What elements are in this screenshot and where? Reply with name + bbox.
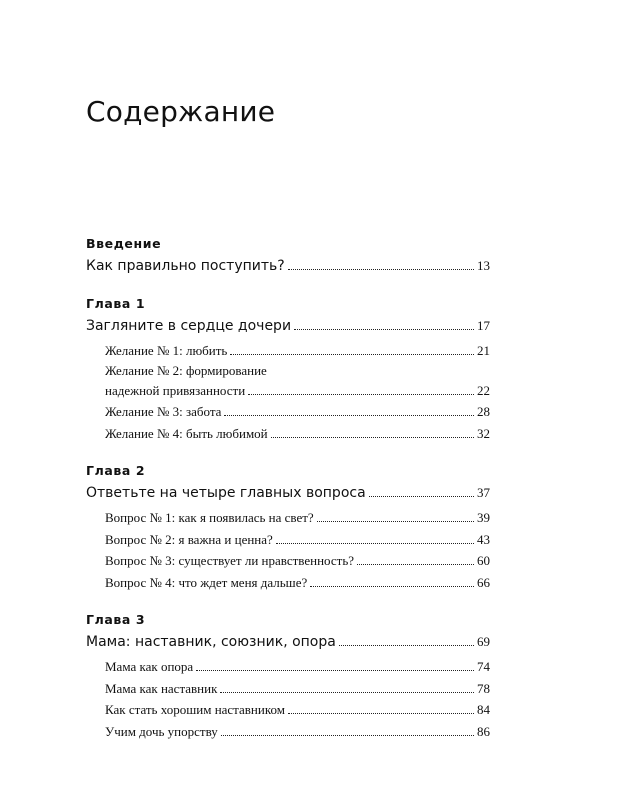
page-number: 69 [477,634,490,649]
toc-subentry[interactable] [86,721,490,743]
subentry-title: Вопрос № 4: что ждет меня дальше? [105,574,308,590]
toc-subentry[interactable] [86,656,490,678]
chapter-label: Глава 2 [86,463,146,478]
page-number: 17 [477,318,490,333]
toc-subentry[interactable] [86,423,490,445]
page-number: 39 [477,510,490,525]
page-number: 66 [477,574,490,590]
page-number: 84 [477,702,490,717]
chapter-label: Глава 1 [86,296,146,311]
chapter-title-entry[interactable] [86,314,490,338]
page-number: 43 [477,531,490,547]
page-number: 22 [477,382,490,398]
dot-leader [310,586,474,587]
dot-leader [294,329,474,330]
toc-subentry[interactable] [86,529,490,551]
chapter-title: Загляните в сердце дочери [86,318,292,334]
chapter-1 [86,294,490,444]
page-number: 32 [477,425,490,441]
toc-subentry[interactable] [86,550,490,572]
subentry-title: Учим дочь упорству [105,723,218,739]
dot-leader [224,415,474,416]
page-number: 74 [477,659,490,674]
chapter-2 [86,461,490,593]
section-label: Введение [86,236,162,251]
entry-title: Как правильно поступить? [86,258,285,274]
subentry-title: Мама как опора [105,659,194,674]
chapter-title-entry[interactable] [86,630,490,654]
page-number: 86 [477,723,490,739]
section-intro [86,234,490,278]
subentry-title: Желание № 1: любить [105,343,228,358]
page-title: Содержание [86,95,276,128]
chapter-title: Мама: наставник, союзник, опора [86,634,336,650]
dot-leader [196,670,474,671]
page-number: 13 [477,258,490,273]
toc-subentry[interactable] [86,507,490,529]
page-number: 60 [477,553,490,568]
page-number: 78 [477,680,490,696]
toc-subentry-multiline[interactable] [86,362,490,402]
dot-leader [369,496,474,497]
dot-leader [317,521,474,522]
toc-subentry[interactable] [86,678,490,700]
subentry-title: Вопрос № 2: я важна и ценна? [105,531,273,547]
toc-subentry[interactable] [86,572,490,594]
subentry-title: Вопрос № 1: как я появилась на свет? [105,510,314,525]
dot-leader [221,735,474,736]
subentry-title-line2: надежной привязанности [105,382,246,398]
page-number: 21 [477,343,490,358]
dot-leader [271,437,474,438]
dot-leader [276,543,474,544]
subentry-title: Вопрос № 3: существует ли нравственность? [105,553,355,568]
dot-leader [230,354,474,355]
dot-leader [288,713,474,714]
table-of-contents [86,234,490,742]
toc-subentry[interactable] [86,401,490,423]
subentry-title: Желание № 3: забота [105,404,222,419]
subentry-title: Желание № 4: быть любимой [105,425,268,441]
chapter-3 [86,610,490,742]
page-number: 28 [477,404,490,419]
dot-leader [288,269,474,270]
toc-entry[interactable] [86,254,490,278]
chapter-title-entry[interactable] [86,481,490,505]
toc-subentry[interactable] [86,699,490,721]
dot-leader [248,394,474,395]
subentry-title: Как стать хорошим наставником [105,702,285,717]
toc-subentry[interactable] [86,340,490,362]
page-number: 37 [477,485,490,500]
dot-leader [357,564,474,565]
subentry-continuation [105,380,490,402]
dot-leader [339,645,474,646]
chapter-label: Глава 3 [86,612,146,627]
chapter-title: Ответьте на четыре главных вопроса [86,485,366,501]
dot-leader [220,692,474,693]
subentry-title: Мама как наставник [105,680,218,696]
subentry-title-line1: Желание № 2: формирование [105,362,267,378]
